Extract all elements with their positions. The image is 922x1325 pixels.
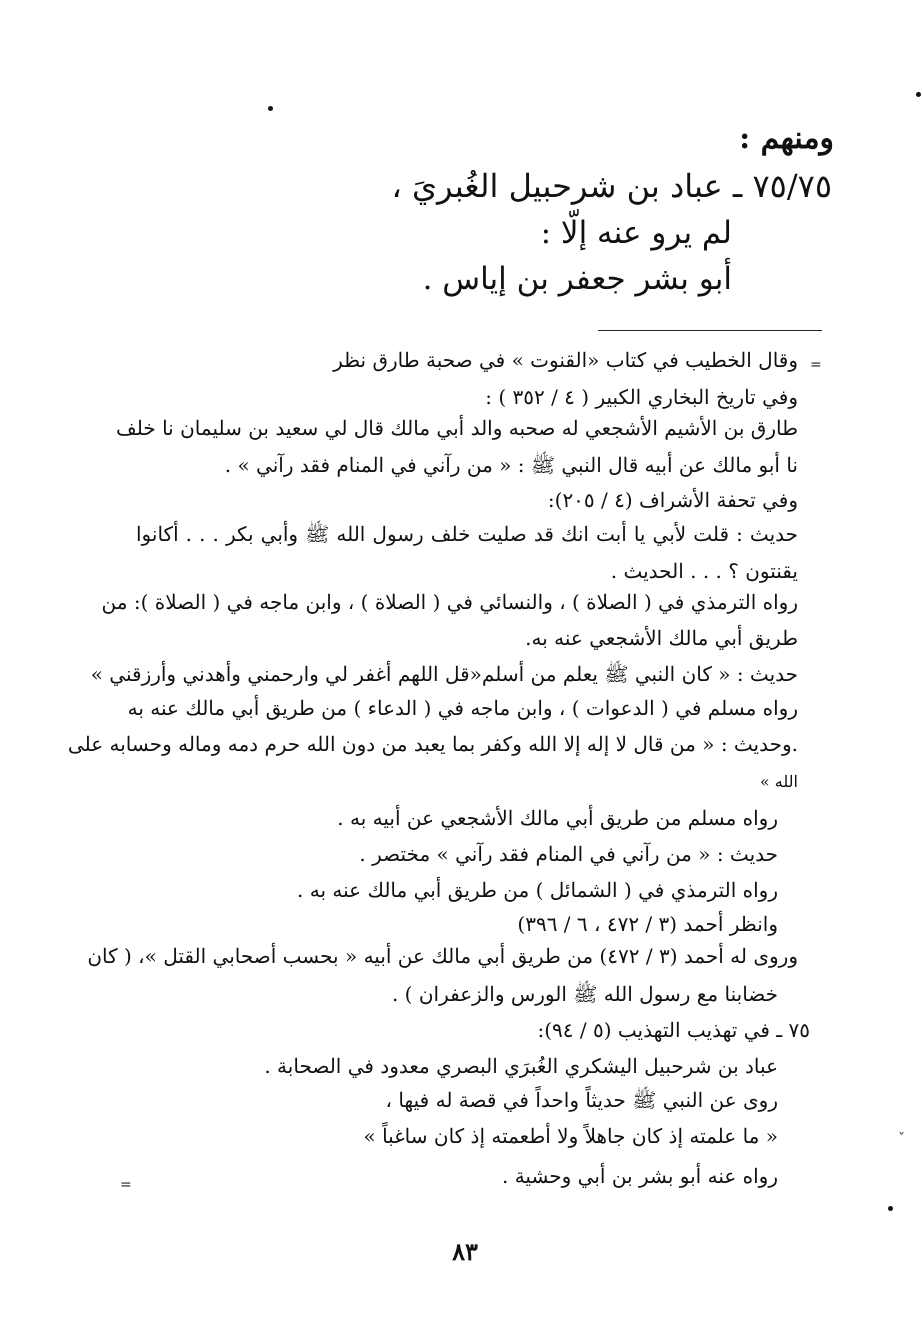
footnote-separator bbox=[598, 330, 822, 331]
footnote-continuation-mark: = bbox=[810, 357, 822, 373]
footnote-line: رواه عنه أبو بشر بن أبي وحشية . bbox=[501, 1164, 778, 1188]
footnote-line: نا أبو مالك عن أبيه قال النبي ﷺ : « من رآني في المنام فقد رآني » . bbox=[224, 453, 798, 477]
footnote-line: وروى له أحمد (٣ / ٤٧٢) من طريق أبي مالك عن أبيه « بحسب أصحابي القتل »، ( كان bbox=[87, 944, 798, 968]
footnote-line: رواه مسلم من طريق أبي مالك الأشجعي عن أبيه به . bbox=[337, 806, 778, 830]
footnote-line: عباد بن شرحبيل اليشكري الغُبرَي البصري معدود في الصحابة . bbox=[264, 1054, 778, 1078]
ink-dot bbox=[888, 1206, 893, 1211]
footnote-line: وفي تحفة الأشراف (٤ / ٢٠٥): bbox=[547, 488, 798, 512]
footnote-line: رواه الترمذي في ( الصلاة ) ، والنسائي في ( الصلاة ) ، وابن ماجه في ( الصلاة ): من bbox=[101, 590, 798, 614]
entry-title: ٧٥/٧٥ ـ عباد بن شرحبيل الغُبريَ ، bbox=[391, 167, 832, 205]
footnote-line: يقنتون ؟ . . . الحديث . bbox=[610, 559, 798, 583]
margin-mark: ˇ bbox=[898, 1131, 905, 1147]
ink-dot bbox=[268, 106, 273, 111]
narrators-intro: لم يرو عنه إلّا : bbox=[540, 215, 732, 251]
footnote-line: رواه مسلم في ( الدعوات ) ، وابن ماجه في ( الدعاء ) من طريق أبي مالك عنه به bbox=[127, 696, 798, 720]
footnote-line: حديث : « من رآني في المنام فقد رآني » مختصر . bbox=[359, 842, 778, 866]
footnote-line: حديث : قلت لأبي يا أبت انك قد صليت خلف رسول الله ﷺ وأبي بكر . . . أكانوا bbox=[136, 522, 798, 546]
section-heading: ومنهم : bbox=[739, 121, 834, 156]
margin-mark: = bbox=[120, 1177, 132, 1193]
footnote-line: « ما علمته إذ كان جاهلاً ولا أطعمته إذ كان ساغباً » bbox=[363, 1124, 778, 1148]
footnote-line: .وحديث : « من قال لا إله إلا الله وكفر بما يعبد من دون الله حرم دمه وماله وحسابه على bbox=[67, 732, 798, 756]
page-number: ٨٣ bbox=[452, 1237, 478, 1266]
footnote-line: روى عن النبي ﷺ حديثاً واحداً في قصة له فيها ، bbox=[385, 1088, 778, 1112]
narrator-name: أبو بشر جعفر بن إياس . bbox=[422, 261, 732, 297]
footnote-line: رواه الترمذي في ( الشمائل ) من طريق أبي مالك عنه به . bbox=[297, 878, 778, 902]
footnote-line: خضابنا مع رسول الله ﷺ الورس والزعفران ) . bbox=[391, 982, 778, 1006]
footnote-line: طارق بن الأشيم الأشجعي له صحبه والد أبي مالك قال لي سعيد بن سليمان نا خلف bbox=[116, 416, 798, 440]
ink-dot bbox=[916, 92, 921, 97]
footnote-line: وفي تاريخ البخاري الكبير ( ٤ / ٣٥٢ ) : bbox=[485, 385, 798, 409]
footnote-line: طريق أبي مالك الأشجعي عنه به. bbox=[525, 626, 798, 650]
footnote-line: وقال الخطيب في كتاب «القنوت » في صحبة طارق نظر bbox=[333, 348, 798, 372]
footnote-line: الله » bbox=[759, 772, 798, 791]
footnote-line: حديث : « كان النبي ﷺ يعلم من أسلم«قل اللهم أغفر لي وارحمني وأهدني وأرزقني » bbox=[90, 662, 798, 686]
footnote-line: وانظر أحمد (٣ / ٤٧٢ ، ٦ / ٣٩٦) bbox=[517, 912, 778, 936]
footnote-line: ٧٥ ـ في تهذيب التهذيب (٥ / ٩٤): bbox=[537, 1018, 810, 1042]
